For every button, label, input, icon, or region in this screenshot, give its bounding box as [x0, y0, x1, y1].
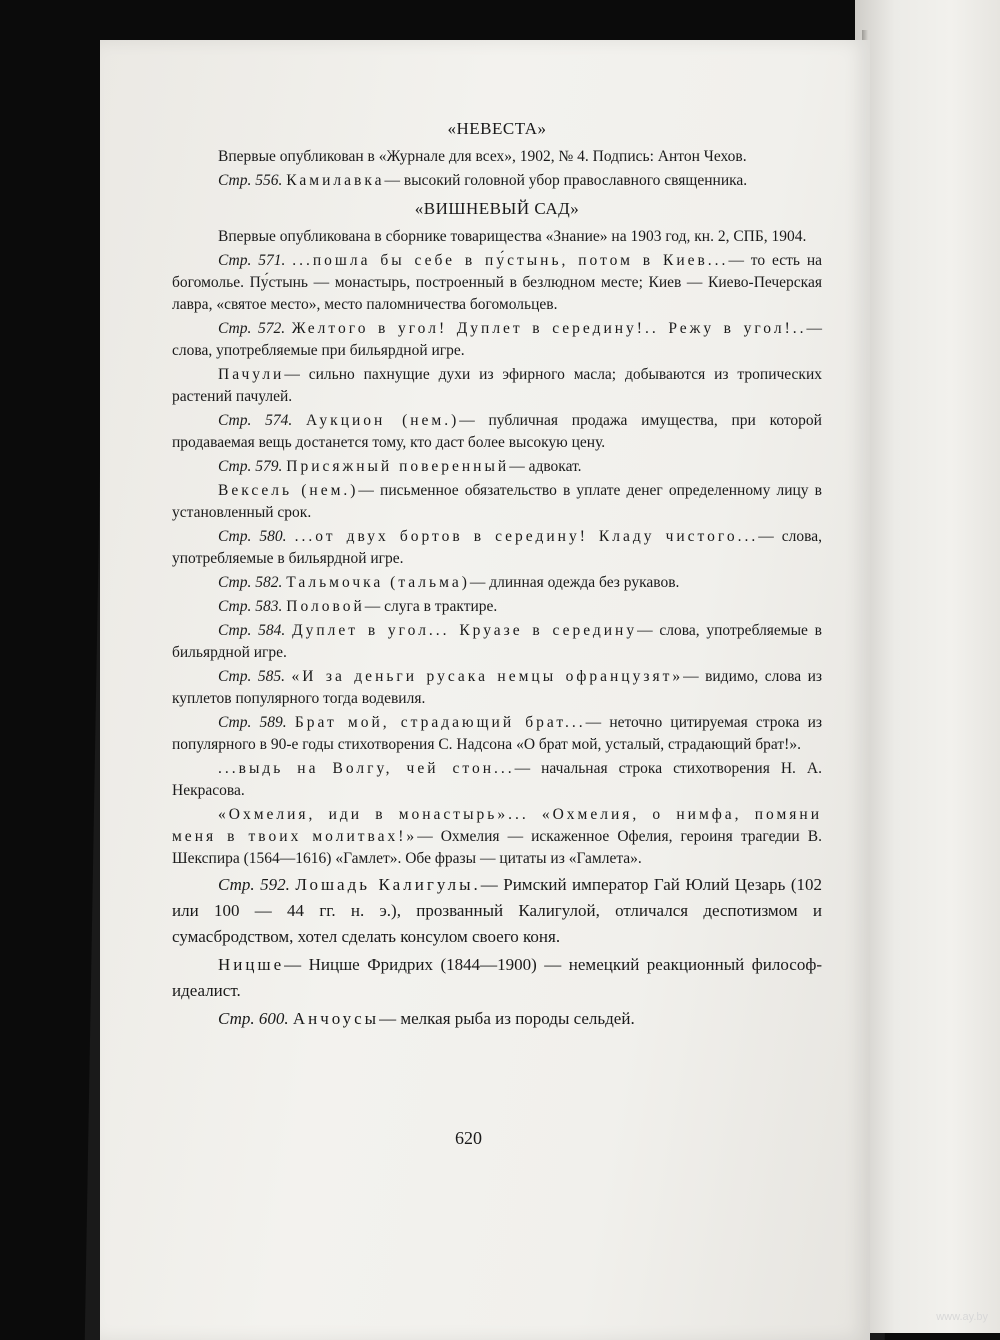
- note-term: «И за деньги русака немцы офранцузят»: [291, 668, 684, 685]
- footnote: [172, 318, 822, 362]
- note-text: — мелкая рыба из породы сельдей.: [379, 1009, 635, 1028]
- note-text: — сильно пахнущие духи из эфирного масла; добываются из тропических растений пачулей.: [172, 366, 822, 405]
- note-text: — неточно цитируемая строка из популярного в 90-е годы стихотворения С. Надсона «О брат мой, усталый, страдающий брат!».: [172, 714, 823, 753]
- note-text: — Ницше Фридрих (1844—1900) — немецкий реакционный философ-идеалист.: [172, 955, 822, 1000]
- note-term: Брат мой, страдающий брат...: [294, 714, 586, 731]
- note-term: Тальмочка (тальма): [286, 574, 470, 591]
- page-ref: Стр. 584.: [218, 622, 286, 639]
- note-text: — Охмелия — искаженное Офелия, героиня трагедии В. Шекспира (1564—1616) «Гамлет». Обе фразы — цитаты из «Гамлета».: [172, 828, 822, 867]
- note-term: Дуплет в угол... Круазе в середину: [292, 622, 638, 639]
- note-term: Присяжный поверенный: [286, 458, 510, 475]
- footnote: [172, 456, 822, 478]
- note-term: ...пошла бы себе в пу́стынь, потом в Киев...: [292, 252, 729, 269]
- page-ref: Стр. 600.: [218, 1009, 289, 1028]
- footnote: [172, 480, 822, 524]
- section-title-nevesta: «НЕВЕСТА»: [447, 119, 547, 138]
- footnote: [172, 872, 822, 950]
- page-ref: Стр. 556.: [218, 172, 283, 189]
- note-term: ...от двух бортов в середину! Кладу чистого...: [294, 528, 759, 545]
- watermark: www.ay.by: [936, 1311, 988, 1323]
- note-text: — слова, употребляемые при бильярдной игре.: [172, 320, 822, 359]
- page-ref: Стр. 574.: [218, 412, 293, 429]
- page-ref: Стр. 571.: [218, 252, 286, 269]
- note-text: — слова, употребляемые в бильярдной игре.: [172, 622, 823, 661]
- note-term: Пачули: [218, 366, 285, 383]
- footnote: [172, 758, 822, 802]
- page-number: 620: [455, 1128, 482, 1148]
- note-text: — то есть на богомолье. Пу́стынь — монастырь, построенный в безлюдном месте; Киев — Киево-Печерская лавра, «святое место», место паломничества богомольцев.: [172, 252, 823, 313]
- page-ref: Стр. 585.: [218, 668, 285, 685]
- note-term: Лошадь Калигулы.: [295, 875, 481, 894]
- note-term: Желтого в угол! Дуплет в середину!.. Режу в угол!..: [291, 320, 807, 337]
- note-text: — видимо, слова из куплетов популярного тогда водевиля.: [172, 668, 822, 707]
- footnote: [172, 1006, 822, 1032]
- page-ref: Стр. 572.: [218, 320, 286, 337]
- note-text: — слова, употребляемые в бильярдной игре.: [172, 528, 822, 567]
- publication-note: Впервые опубликована в сборнике товарищества «Знание» на 1903 год, кн. 2, СПБ, 1904.: [218, 228, 807, 245]
- note-term: Камилавка: [286, 172, 385, 189]
- footnote: [172, 620, 822, 664]
- note-term: Ницше: [218, 955, 285, 974]
- note-term: Половой: [286, 598, 365, 615]
- footnote: [172, 712, 822, 756]
- page-ref: Стр. 582.: [218, 574, 283, 591]
- note-text: — слуга в трактире.: [364, 598, 498, 615]
- note-text: — адвокат.: [509, 458, 582, 475]
- note-text: — письменное обязательство в уплате денег определенному лицу в установленный срок.: [172, 482, 822, 521]
- note-term: Вексель (нем.): [218, 482, 359, 499]
- next-page-edge: [855, 0, 1000, 1333]
- note-term: Аукцион (нем.): [306, 412, 460, 429]
- footnote: [172, 804, 822, 870]
- note-term: Анчоусы: [292, 1009, 380, 1028]
- note-text: — начальная строка стихотворения Н. А. Некрасова.: [172, 760, 822, 799]
- footnote: [172, 250, 822, 316]
- footnote: [172, 526, 822, 570]
- section-title-vishnevyi-sad: «ВИШНЕВЫЙ САД»: [414, 199, 580, 218]
- page-ref: Стр. 583.: [218, 598, 283, 615]
- note-term: «Охмелия, иди в монастырь»... «Охмелия, о нимфа, помяни меня в твоих молитвах!»: [172, 806, 822, 845]
- note-text: — Римский император Гай Юлий Цезарь (102 или 100 — 44 гг. н. э.), прозванный Калигулой, отличался деспотизмом и сумасбродством, хотел сделать консулом своего коня.: [172, 875, 823, 946]
- publication-note: Впервые опубликован в «Журнале для всех», 1902, № 4. Подпись: Антон Чехов.: [218, 148, 747, 165]
- footnote: [172, 952, 822, 1004]
- footnote: [172, 170, 822, 192]
- page-ref: Стр. 579.: [218, 458, 283, 475]
- page-ref: Стр. 589.: [218, 714, 287, 731]
- note-text: — публичная продажа имущества, при которой продаваемая вещь достанется тому, кто даст более высокую цену.: [172, 412, 822, 451]
- page-ref: Стр. 580.: [218, 528, 287, 545]
- note-text: — длинная одежда без рукавов.: [469, 574, 680, 591]
- note-text: — высокий головной убор православного священника.: [384, 172, 748, 189]
- footnote: [172, 596, 822, 618]
- page-text: [172, 112, 822, 1034]
- footnote: [172, 410, 822, 454]
- note-term: ...выдь на Волгу, чей стон...: [218, 760, 515, 777]
- footnote: [172, 666, 822, 710]
- footnote: [172, 572, 822, 594]
- footnote: [172, 364, 822, 408]
- page-ref: Стр. 592.: [218, 875, 290, 894]
